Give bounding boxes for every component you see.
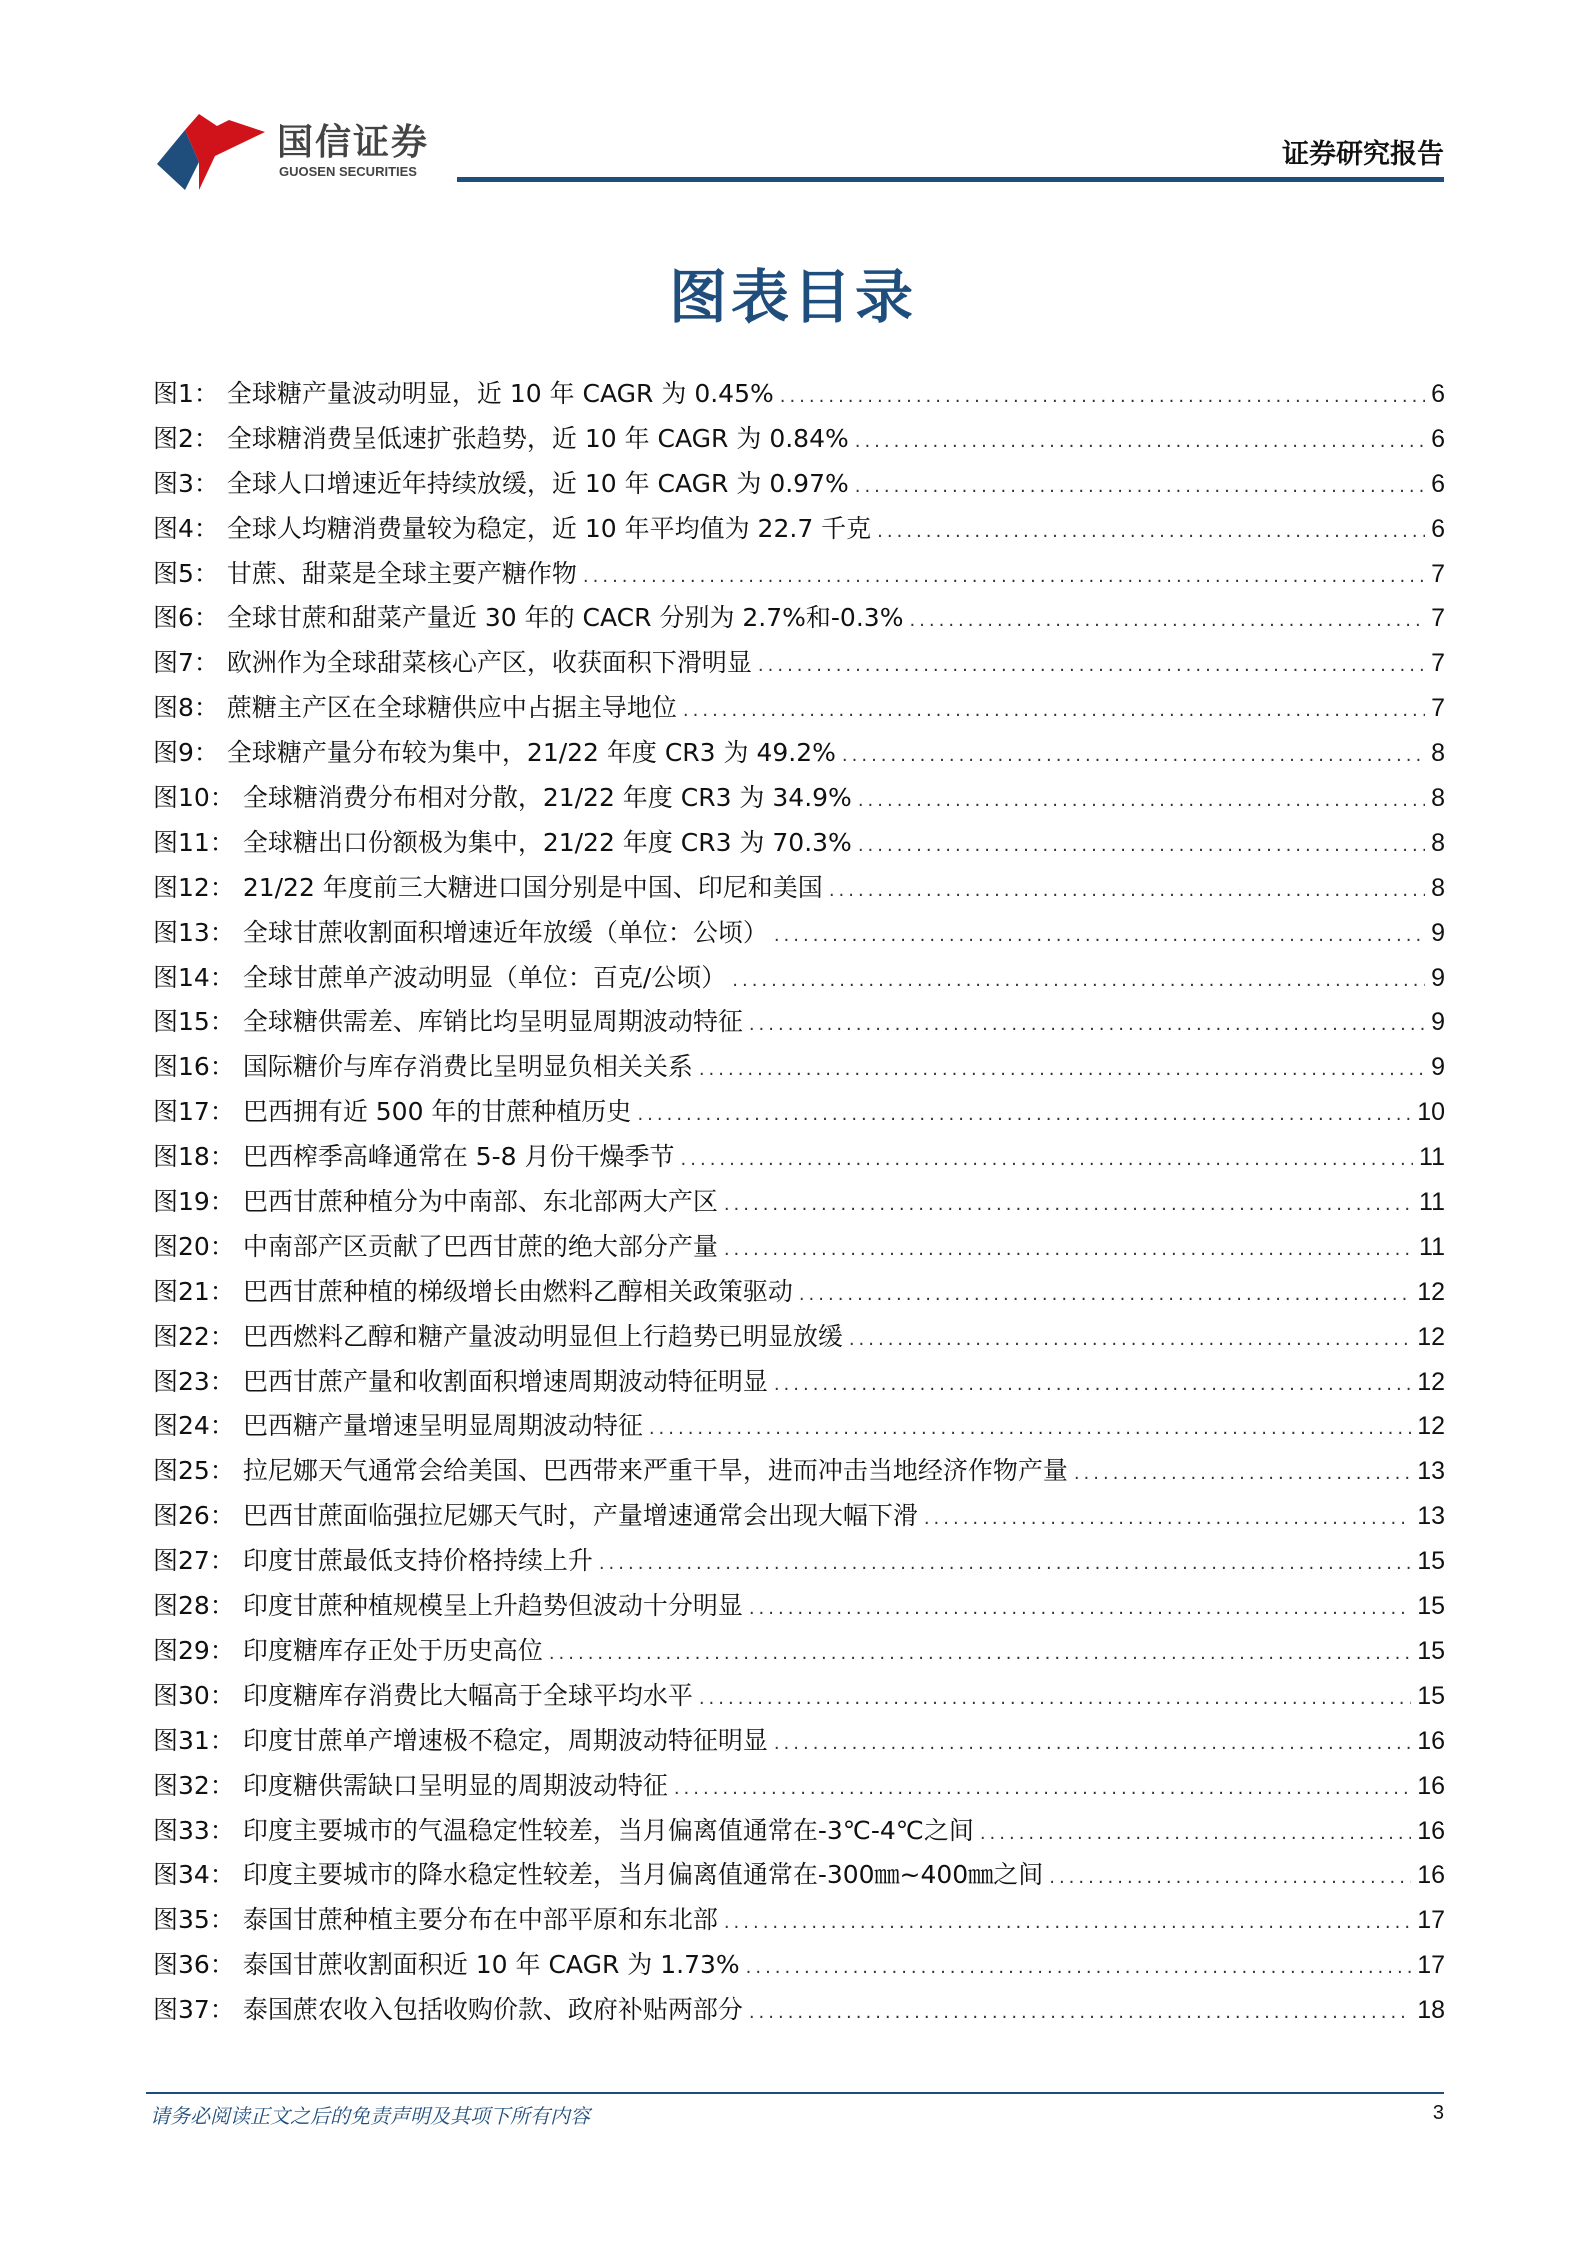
toc-leader-dots (749, 2002, 1411, 2023)
toc-figure-number: 图24： (153, 1411, 235, 1441)
toc-figure-number: 图3： (153, 468, 219, 498)
toc-entry[interactable] (153, 1766, 1445, 1811)
toc-page-number: 11 (1419, 1188, 1445, 1217)
toc-leader-dots (909, 610, 1425, 631)
toc-entry[interactable] (153, 598, 1445, 643)
toc-figure-title: 印度糖供需缺口呈明显的周期波动特征 (242, 1770, 668, 1800)
toc-entry[interactable] (153, 1855, 1445, 1900)
toc-page-number: 8 (1431, 739, 1445, 768)
toc-figure-number: 图18： (153, 1142, 235, 1172)
toc-entry[interactable] (153, 643, 1445, 688)
toc-leader-dots (724, 1912, 1411, 1933)
toc-figure-number: 图32： (153, 1770, 235, 1800)
toc-figure-number: 图8： (153, 693, 219, 723)
toc-page-number: 8 (1431, 784, 1445, 813)
toc-entry[interactable] (153, 1900, 1445, 1945)
toc-figure-title: 巴西榨季高峰通常在 5-8 月份干燥季节 (242, 1142, 675, 1172)
toc-figure-number: 图30： (153, 1680, 235, 1710)
toc-figure-number: 图35： (153, 1905, 235, 1935)
toc-page-number: 16 (1417, 1771, 1445, 1800)
toc-entry[interactable] (153, 1990, 1445, 2035)
toc-figure-number: 图4： (153, 513, 219, 543)
toc-leader-dots (749, 1598, 1411, 1619)
toc-entry[interactable] (153, 1406, 1445, 1451)
toc-figure-number: 图16： (153, 1052, 235, 1082)
toc-page-number: 9 (1431, 1053, 1445, 1082)
toc-entry[interactable] (153, 1721, 1445, 1766)
toc-page-number: 18 (1417, 1996, 1445, 2025)
toc-figure-title: 泰国蔗农收入包括收购价款、政府补贴两部分 (242, 1995, 743, 2025)
toc-page-number: 7 (1431, 694, 1445, 723)
toc-leader-dots (858, 835, 1425, 856)
toc-figure-title: 印度主要城市的气温稳定性较差，当月偏离值通常在-3℃-4℃之间 (242, 1815, 974, 1845)
toc-figure-number: 图37： (153, 1995, 235, 2025)
toc-figure-number: 图22： (153, 1321, 235, 1351)
toc-leader-dots (674, 1778, 1411, 1799)
toc-entry[interactable] (153, 1451, 1445, 1496)
toc-figure-title: 蔗糖主产区在全球糖供应中占据主导地位 (226, 693, 677, 723)
toc-figure-title: 巴西甘蔗种植的梯级增长由燃料乙醇相关政策驱动 (242, 1276, 793, 1306)
toc-page-number: 6 (1431, 380, 1445, 408)
toc-figure-number: 图36： (153, 1950, 235, 1980)
toc-leader-dots (746, 1957, 1412, 1978)
toc-figure-title: 全球糖产量分布较为集中，21/22 年度 CR3 为 49.2% (226, 738, 836, 768)
toc-page-number: 10 (1417, 1098, 1445, 1127)
toc-page-number: 16 (1417, 1861, 1445, 1890)
toc-figure-title: 巴西甘蔗面临强拉尼娜天气时，产量增速通常会出现大幅下滑 (242, 1501, 918, 1531)
header-divider (457, 177, 1444, 182)
toc-figure-title: 印度主要城市的降水稳定性较差，当月偏离值通常在-300㎜~400㎜之间 (242, 1860, 1044, 1890)
toc-figure-title: 甘蔗、甜菜是全球主要产糖作物 (226, 558, 577, 588)
toc-figure-title: 全球糖出口份额极为集中，21/22 年度 CR3 为 70.3% (242, 827, 852, 857)
toc-figure-number: 图28： (153, 1591, 235, 1621)
toc-leader-dots (724, 1194, 1413, 1215)
toc-figure-title: 印度甘蔗单产增速极不稳定，周期波动特征明显 (242, 1725, 768, 1755)
toc-leader-dots (855, 476, 1425, 497)
figure-toc-list (153, 374, 1445, 2035)
toc-figure-title: 全球人口增速近年持续放缓，近 10 年 CAGR 为 0.97% (226, 468, 849, 498)
toc-entry[interactable] (153, 1092, 1445, 1137)
toc-figure-number: 图23： (153, 1366, 235, 1396)
toc-entry[interactable] (153, 1362, 1445, 1407)
toc-figure-title: 全球糖产量波动明显，近 10 年 CAGR 为 0.45% (226, 379, 774, 408)
toc-figure-title: 印度甘蔗最低支持价格持续上升 (242, 1546, 593, 1576)
toc-entry[interactable] (153, 1496, 1445, 1541)
toc-figure-number: 图31： (153, 1725, 235, 1755)
logo-text-cn: 国信证券 (277, 122, 430, 163)
toc-leader-dots (699, 1688, 1411, 1709)
toc-figure-title: 泰国甘蔗收割面积近 10 年 CAGR 为 1.73% (242, 1950, 740, 1980)
guosen-logo-icon (155, 112, 265, 192)
toc-page-number: 12 (1417, 1367, 1445, 1396)
toc-entry[interactable] (153, 1182, 1445, 1227)
toc-page-number: 8 (1431, 828, 1445, 857)
toc-figure-number: 图7： (153, 648, 219, 678)
toc-figure-title: 泰国甘蔗种植主要分布在中部平原和东北部 (242, 1905, 718, 1935)
toc-page-number: 7 (1431, 604, 1445, 633)
toc-page-number: 11 (1419, 1143, 1445, 1172)
toc-figure-number: 图20： (153, 1231, 235, 1261)
toc-page-number: 8 (1431, 873, 1445, 902)
toc-entry[interactable] (153, 554, 1445, 599)
toc-entry[interactable] (153, 1676, 1445, 1721)
toc-page-number: 15 (1417, 1547, 1445, 1576)
toc-figure-number: 图5： (153, 558, 219, 588)
toc-figure-title: 全球甘蔗和甜菜产量近 30 年的 CACR 分别为 2.7%和-0.3% (226, 603, 904, 633)
toc-entry[interactable] (153, 374, 1445, 419)
toc-leader-dots (842, 745, 1425, 766)
toc-figure-number: 图9： (153, 738, 219, 768)
toc-entry[interactable] (153, 1811, 1445, 1856)
toc-figure-number: 图13： (153, 917, 235, 947)
toc-leader-dots (858, 790, 1425, 811)
toc-leader-dots (877, 521, 1425, 542)
toc-leader-dots (774, 1374, 1411, 1395)
footer-disclaimer: 请务必阅读正文之后的免责声明及其项下所有内容 (150, 2104, 590, 2128)
toc-page-number: 7 (1431, 559, 1445, 588)
toc-figure-title: 全球甘蔗单产波动明显（单位：百克/公顷） (242, 962, 727, 992)
toc-figure-title: 巴西燃料乙醇和糖产量波动明显但上行趋势已明显放缓 (242, 1321, 843, 1351)
toc-leader-dots (649, 1418, 1411, 1439)
toc-figure-number: 图34： (153, 1860, 235, 1890)
toc-figure-title: 中南部产区贡献了巴西甘蔗的绝大部分产量 (242, 1231, 718, 1261)
toc-entry[interactable] (153, 958, 1445, 1003)
toc-figure-number: 图11： (153, 827, 235, 857)
toc-leader-dots (637, 1104, 1411, 1125)
toc-figure-number: 图12： (153, 872, 235, 902)
toc-page-number: 12 (1417, 1322, 1445, 1351)
toc-figure-number: 图25： (153, 1456, 235, 1486)
toc-figure-number: 图21： (153, 1276, 235, 1306)
toc-page-number: 6 (1431, 469, 1445, 498)
toc-leader-dots (855, 431, 1425, 452)
toc-entry[interactable] (153, 1272, 1445, 1317)
toc-figure-number: 图19： (153, 1187, 235, 1217)
toc-figure-number: 图15： (153, 1007, 235, 1037)
toc-leader-dots (758, 655, 1425, 676)
toc-page-number: 6 (1431, 424, 1445, 453)
toc-page-number: 13 (1417, 1502, 1445, 1531)
toc-entry[interactable] (153, 733, 1445, 778)
toc-leader-dots (749, 1014, 1425, 1035)
toc-entry[interactable] (153, 509, 1445, 554)
toc-entry[interactable] (153, 419, 1445, 464)
toc-entry[interactable] (153, 1317, 1445, 1362)
toc-page-number: 12 (1417, 1277, 1445, 1306)
toc-figure-number: 图29： (153, 1635, 235, 1665)
toc-entry[interactable] (153, 688, 1445, 733)
toc-page-number: 12 (1417, 1412, 1445, 1441)
toc-leader-dots (829, 880, 1425, 901)
toc-figure-title: 拉尼娜天气通常会给美国、巴西带来严重干旱，进而冲击当地经济作物产量 (242, 1456, 1068, 1486)
toc-figure-number: 图27： (153, 1546, 235, 1576)
toc-figure-title: 巴西糖产量增速呈明显周期波动特征 (242, 1411, 643, 1441)
toc-leader-dots (1049, 1867, 1411, 1888)
toc-page-number: 15 (1417, 1636, 1445, 1665)
toc-figure-number: 图2： (153, 423, 219, 453)
toc-leader-dots (774, 1733, 1411, 1754)
toc-figure-number: 图6： (153, 603, 219, 633)
report-type-label: 证券研究报告 (1282, 139, 1444, 170)
toc-entry[interactable] (153, 1945, 1445, 1990)
guosen-logo (155, 112, 445, 190)
toc-page-number: 17 (1417, 1951, 1445, 1980)
toc-figure-title: 印度甘蔗种植规模呈上升趋势但波动十分明显 (242, 1591, 743, 1621)
toc-leader-dots (1074, 1463, 1411, 1484)
toc-entry[interactable] (153, 913, 1445, 958)
toc-leader-dots (549, 1643, 1411, 1664)
toc-entry[interactable] (153, 1002, 1445, 1047)
toc-entry[interactable] (153, 1047, 1445, 1092)
toc-figure-number: 图17： (153, 1097, 235, 1127)
toc-figure-number: 图33： (153, 1815, 235, 1845)
toc-entry[interactable] (153, 1586, 1445, 1631)
toc-figure-number: 图1： (153, 379, 219, 408)
toc-page-number: 9 (1431, 1008, 1445, 1037)
toc-entry[interactable] (153, 1137, 1445, 1182)
toc-leader-dots (724, 1239, 1413, 1260)
toc-figure-number: 图14： (153, 962, 235, 992)
toc-leader-dots (699, 1059, 1425, 1080)
toc-leader-dots (583, 566, 1425, 587)
toc-page-number: 9 (1431, 918, 1445, 947)
toc-figure-title: 印度糖库存正处于历史高位 (242, 1635, 543, 1665)
toc-leader-dots (683, 700, 1425, 721)
toc-figure-title: 21/22 年度前三大糖进口国分别是中国、印尼和美国 (242, 872, 823, 902)
toc-leader-dots (599, 1553, 1411, 1574)
logo-text-en: GUOSEN SECURITIES (279, 164, 417, 179)
toc-figure-title: 全球甘蔗收割面积增速近年放缓（单位：公顷） (242, 917, 768, 947)
toc-figure-title: 欧洲作为全球甜菜核心产区，收获面积下滑明显 (226, 648, 752, 678)
toc-figure-title: 全球糖消费呈低速扩张趋势，近 10 年 CAGR 为 0.84% (226, 423, 849, 453)
toc-entry[interactable] (153, 464, 1445, 509)
page-number: 3 (1432, 2102, 1444, 2124)
toc-figure-title: 巴西甘蔗种植分为中南部、东北部两大产区 (242, 1187, 718, 1217)
toc-figure-title: 全球人均糖消费量较为稳定，近 10 年平均值为 22.7 千克 (226, 513, 872, 543)
toc-entry[interactable] (153, 778, 1445, 823)
footer-divider (146, 2092, 1444, 2094)
toc-entry[interactable] (153, 1631, 1445, 1676)
toc-figure-title: 印度糖库存消费比大幅高于全球平均水平 (242, 1680, 693, 1710)
toc-page-number: 15 (1417, 1681, 1445, 1710)
toc-leader-dots (799, 1284, 1411, 1305)
toc-page-number: 6 (1431, 514, 1445, 543)
toc-figure-title: 国际糖价与库存消费比呈明显负相关关系 (242, 1052, 693, 1082)
toc-leader-dots (780, 386, 1425, 407)
toc-figure-title: 巴西拥有近 500 年的甘蔗种植历史 (242, 1097, 632, 1127)
toc-leader-dots (774, 925, 1425, 946)
toc-leader-dots (849, 1329, 1411, 1350)
toc-page-number: 13 (1417, 1457, 1445, 1486)
toc-page-number: 16 (1417, 1726, 1445, 1755)
toc-page-number: 16 (1417, 1816, 1445, 1845)
toc-page-number: 15 (1417, 1592, 1445, 1621)
toc-page-number: 9 (1431, 963, 1445, 992)
toc-entry[interactable] (153, 868, 1445, 913)
toc-entry[interactable] (153, 1227, 1445, 1272)
toc-leader-dots (924, 1508, 1411, 1529)
toc-leader-dots (732, 970, 1425, 991)
toc-leader-dots (980, 1823, 1411, 1844)
toc-page-number: 17 (1417, 1906, 1445, 1935)
toc-entry[interactable] (153, 823, 1445, 868)
toc-page-number: 11 (1419, 1232, 1445, 1261)
toc-figure-number: 图26： (153, 1501, 235, 1531)
page-title: 图表目录 (668, 263, 917, 331)
toc-page-number: 7 (1431, 649, 1445, 678)
toc-leader-dots (681, 1149, 1414, 1170)
toc-figure-title: 巴西甘蔗产量和收割面积增速周期波动特征明显 (242, 1366, 768, 1396)
toc-figure-title: 全球糖供需差、库销比均呈明显周期波动特征 (242, 1007, 743, 1037)
toc-entry[interactable] (153, 1541, 1445, 1586)
toc-figure-title: 全球糖消费分布相对分散，21/22 年度 CR3 为 34.9% (242, 783, 852, 813)
toc-figure-number: 图10： (153, 783, 235, 813)
